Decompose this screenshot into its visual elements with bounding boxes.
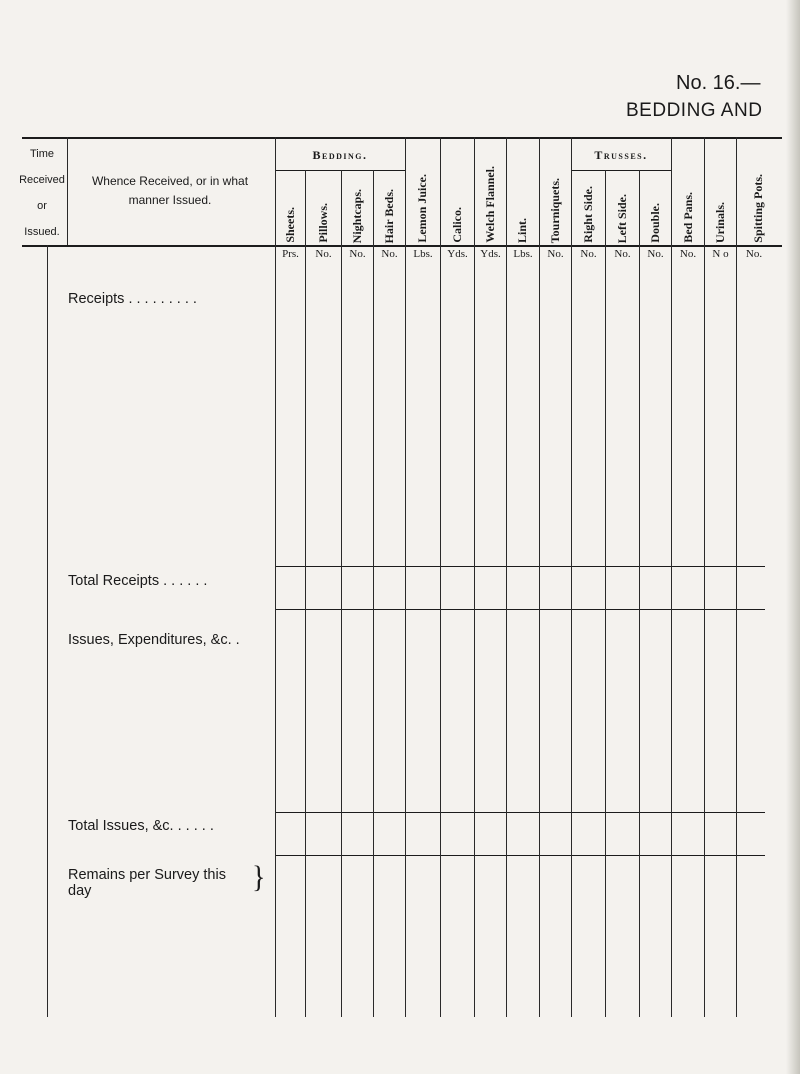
col-rule-3 (373, 170, 374, 1017)
col-rule-11 (639, 170, 640, 1017)
trusses-group-header: Trusses. (594, 148, 648, 162)
page-title: BEDDING AND (626, 100, 763, 121)
unit-urinals: N o (712, 248, 729, 260)
unit-right-side: No. (580, 248, 597, 260)
col-rule-6 (474, 137, 475, 1017)
col-rule-7 (506, 137, 507, 1017)
total-receipts-bottom-rule (275, 609, 765, 610)
unit-lemon-juice: Lbs. (413, 248, 433, 260)
col-header-pillows: Pillows. (316, 203, 330, 243)
col-header-lemon-juice: Lemon Juice. (415, 174, 429, 243)
col-rule-13 (704, 137, 705, 1017)
total-issues-top-rule (275, 812, 765, 813)
whence-header: Whence Received, or in what manner Issued. (91, 174, 249, 207)
unit-lint: Lbs. (513, 248, 533, 260)
table-top-rule (22, 137, 782, 139)
col-header-hair-beds: Hair Beds. (382, 188, 396, 243)
col-rule-9 (571, 137, 572, 1017)
unit-sheets: Prs. (282, 248, 299, 260)
col-header-urinals: Urinals. (713, 201, 727, 243)
col-header-calico: Calico. (450, 207, 464, 243)
trusses-group-rule (571, 170, 671, 171)
whence-column-rule (275, 137, 276, 1017)
col-header-tourniquets: Tourniquets. (548, 177, 562, 243)
remains-label: Remains per Survey this day (68, 867, 226, 899)
col-rule-8 (539, 137, 540, 1017)
unit-bed-pans: No. (679, 248, 697, 260)
col-header-double: Double. (648, 203, 662, 243)
time-column-rule-top (67, 137, 68, 245)
brace-icon: } (252, 860, 266, 895)
col-rule-4 (405, 137, 406, 1017)
unit-welch-flannel: Yds. (480, 248, 501, 260)
bedding-group-header: Bedding. (312, 148, 368, 162)
unit-spitting-pots: No. (745, 248, 763, 260)
col-header-spitting-pots: Spitting Pots. (751, 174, 765, 243)
col-rule-5 (440, 137, 441, 1017)
page-edge-shadow (786, 0, 800, 1074)
total-receipts-label: Total Receipts . . . . . . (68, 573, 208, 589)
col-header-lint: Lint. (515, 217, 529, 243)
issues-label: Issues, Expenditures, &c. . (68, 632, 240, 648)
col-header-left-side: Left Side. (615, 193, 629, 243)
unit-nightcaps: No. (349, 248, 366, 260)
header-bottom-rule (22, 245, 782, 247)
unit-pillows: No. (315, 248, 332, 260)
col-header-right-side: Right Side. (581, 186, 595, 243)
page-number: No. 16.— (676, 72, 761, 94)
unit-double: No. (647, 248, 664, 260)
time-column-rule (47, 245, 48, 1017)
unit-hair-beds: No. (381, 248, 398, 260)
col-rule-12 (671, 137, 672, 1017)
col-header-welch-flannel: Welch Flannel. (483, 166, 497, 243)
col-rule-2 (341, 170, 342, 1017)
col-rule-14 (736, 137, 737, 1017)
col-header-bed-pans: Bed Pans. (681, 192, 695, 243)
total-issues-label: Total Issues, &c. . . . . . (68, 818, 214, 834)
col-header-nightcaps: Nightcaps. (350, 188, 364, 243)
col-rule-10 (605, 170, 606, 1017)
total-receipts-top-rule (275, 566, 765, 567)
unit-calico: Yds. (447, 248, 468, 260)
col-rule-1 (305, 170, 306, 1017)
total-issues-bottom-rule (275, 855, 765, 856)
receipts-label: Receipts . . . . . . . . . (68, 291, 197, 307)
unit-left-side: No. (614, 248, 631, 260)
time-header: Time Received or Issued. (19, 148, 65, 238)
unit-tourniquets: No. (547, 248, 564, 260)
bedding-group-rule (275, 170, 405, 171)
col-header-sheets: Sheets. (283, 207, 297, 243)
